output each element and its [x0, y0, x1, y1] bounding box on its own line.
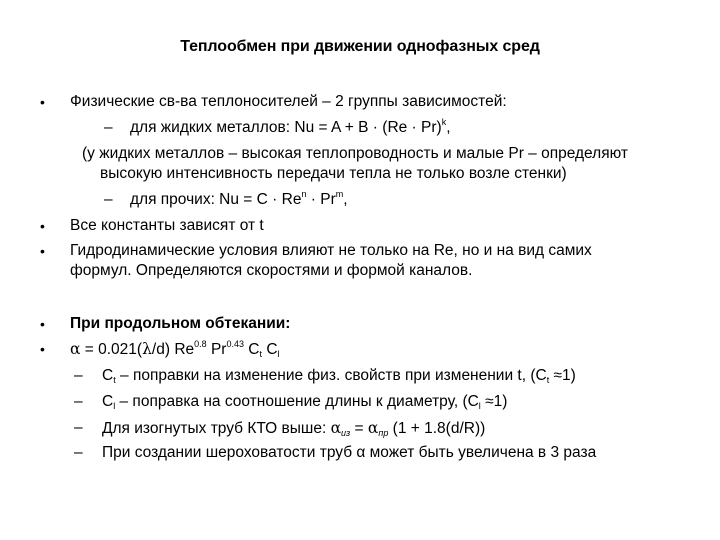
- liquid-metals-note-line2: высокую интенсивность передачи тепла не только возле стенки): [100, 165, 567, 182]
- constants-text: Все константы зависят от t: [70, 217, 264, 234]
- dash-marker: –: [104, 191, 113, 208]
- roughness-text: При создании шероховатости труб α может быть увеличена в 3 раза: [102, 444, 597, 461]
- dash-marker: –: [74, 367, 83, 384]
- alpha-formula: α = 0.021(λ/d) $Re^{0.8}$ $Pr^{0.43}$ $C_t$ $C_l$: [70, 339, 280, 359]
- bullet-marker: •: [40, 243, 45, 259]
- bullet-marker: •: [40, 218, 45, 234]
- liquid-metals-formula: для жидких металлов: $Nu = A + B \cdot (Re \cdot Pr)^k$,: [130, 117, 451, 136]
- slide-title: Теплообмен при движении однофазных сред: [180, 38, 540, 55]
- dash-marker: –: [74, 419, 83, 436]
- longitudinal-heading: При продольном обтекании:: [70, 315, 291, 332]
- bullet-marker: •: [40, 94, 45, 110]
- dash-marker: –: [74, 393, 83, 410]
- hydro-text: Гидродинамические условия влияют не только на Re, но и на вид самих формул. Определяются скоростями и формой каналов.: [70, 242, 592, 279]
- others-formula: для прочих: $Nu = C \cdot Re^n \cdot Pr^m$,: [130, 189, 348, 208]
- phys-properties-text: Физические св-ва теплоносителей – 2 группы зависимостей:: [70, 93, 507, 110]
- dash-marker: –: [104, 119, 113, 136]
- cl-correction-text: $C_l$ – поправка на соотношение длины к диаметру, $(C_l \approx 1)$: [102, 393, 508, 411]
- bullet-marker: •: [40, 316, 45, 332]
- bent-pipes-text: Для изогнутых труб КТО выше: $\alpha_{из} = \alpha_{пр}$ (1 + 1.8(d/R)): [102, 419, 486, 438]
- dash-marker: –: [74, 444, 83, 461]
- ct-correction-text: $C_t$ – поправки на изменение физ. свойств при изменении t, $(C_t \approx 1)$: [102, 367, 576, 385]
- bullet-marker: •: [40, 341, 45, 357]
- liquid-metals-note-line1: (у жидких металлов – высокая теплопроводность и малые Pr – определяют: [82, 145, 628, 162]
